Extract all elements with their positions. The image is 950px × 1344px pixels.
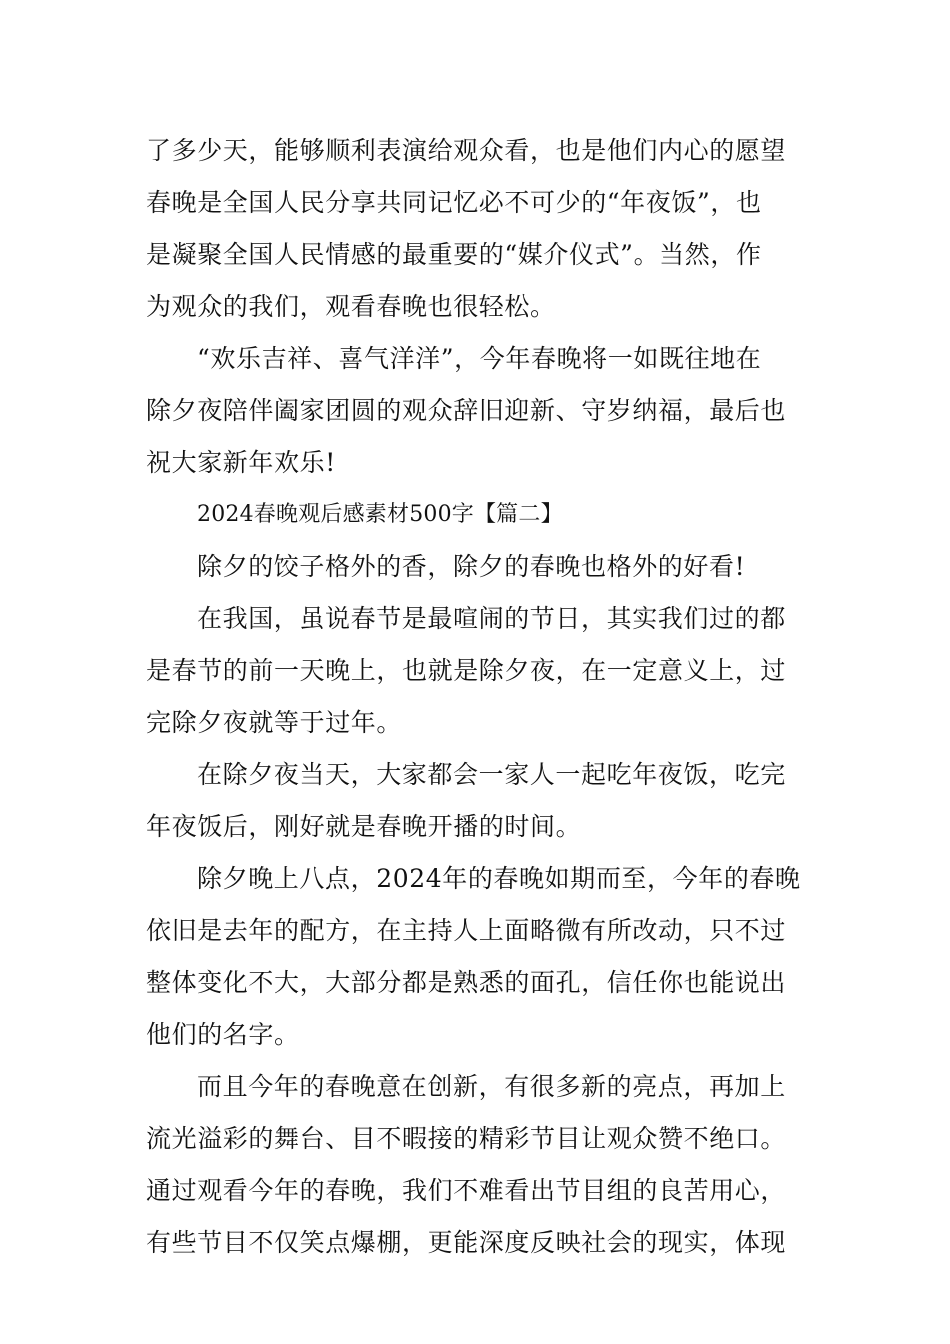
text-line: 整体变化不大，大部分都是熟悉的面孔，信任你也能说出 <box>146 968 787 997</box>
text-line: 通过观看今年的春晚，我们不难看出节目组的良苦用心， <box>146 1176 787 1205</box>
text-line: 流光溢彩的舞台、目不暇接的精彩节目让观众赞不绝口。 <box>146 1124 787 1153</box>
text-line: 依旧是去年的配方，在主持人上面略微有所改动，只不过 <box>146 916 787 945</box>
text-line: 是凝聚全国人民情感的最重要的“媒介仪式”。当然，作 <box>146 240 762 269</box>
text-line: 祝大家新年欢乐! <box>146 448 336 477</box>
text-line: 春晚是全国人民分享共同记忆必不可少的“年夜饭”，也 <box>146 188 762 217</box>
paragraph-start: 在除夕夜当天，大家都会一家人一起吃年夜饭，吃完 <box>197 760 786 789</box>
section-heading: 2024春晚观后感素材500字【篇二】 <box>197 502 563 527</box>
text-line: 是春节的前一天晚上，也就是除夕夜，在一定意义上，过 <box>146 656 787 685</box>
text-line: 了多少天，能够顺利表演给观众看，也是他们内心的愿望 <box>146 136 787 165</box>
paragraph-start: 在我国，虽说春节是最喧闹的节日，其实我们过的都 <box>197 604 786 633</box>
paragraph-start: 除夕晚上八点，2024年的春晚如期而至，今年的春晚 <box>197 864 801 893</box>
paragraph-start: “欢乐吉祥、喜气洋洋”，今年春晚将一如既往地在 <box>197 344 762 373</box>
text-line: 完除夕夜就等于过年。 <box>146 708 403 737</box>
paragraph-start: 而且今年的春晚意在创新，有很多新的亮点，再加上 <box>197 1072 786 1101</box>
paragraph-start: 除夕的饺子格外的香，除夕的春晚也格外的好看! <box>197 552 746 581</box>
text-line: 年夜饭后，刚好就是春晚开播的时间。 <box>146 812 582 841</box>
document-page <box>146 125 806 1269</box>
text-line: 有些节目不仅笑点爆棚，更能深度反映社会的现实，体现 <box>146 1228 787 1257</box>
text-line: 为观众的我们，观看春晚也很轻松。 <box>146 292 556 321</box>
text-line: 除夕夜陪伴阖家团圆的观众辞旧迎新、守岁纳福，最后也 <box>146 396 787 425</box>
text-line: 他们的名字。 <box>146 1020 300 1049</box>
